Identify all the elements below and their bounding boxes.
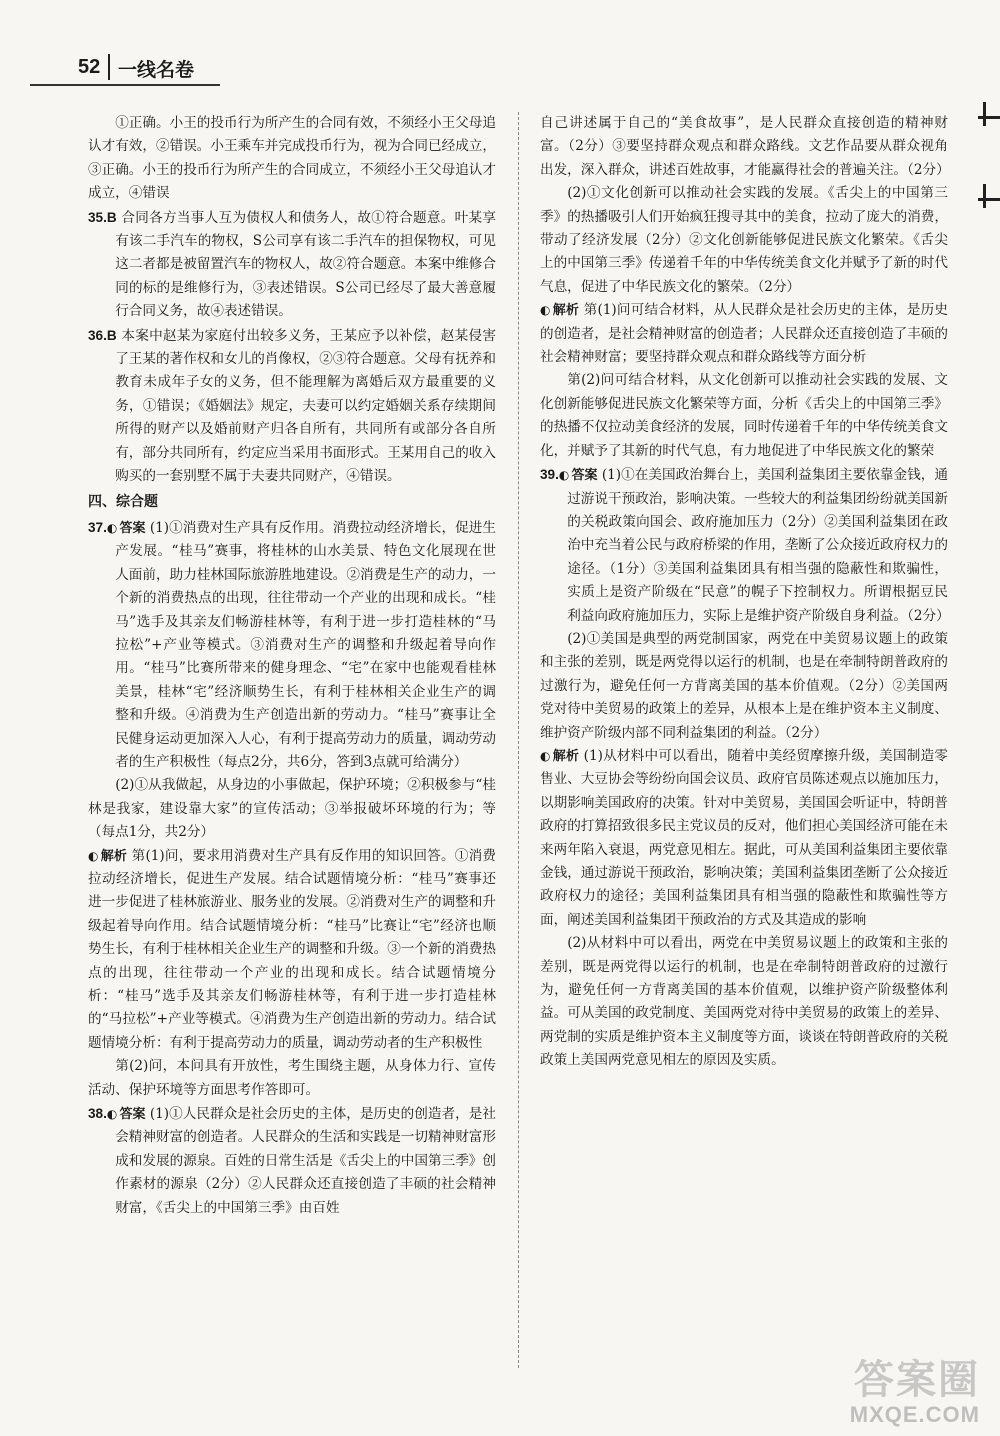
question-37-analysis	[88, 845, 496, 1056]
analysis-text-part2: (2)从材料中可以看出，两党在中美贸易议题上的政策和主张的差别，既是两党得以运行的机制，也是在牵制特朗普政府的过激行为，避免任何一方背离美国的基本价值观，以维护资产阶级整体利益。可从美国的政党制度、美国两党对待中美贸易的政策上的差异、两党制的实质是维护资本主义制度等方面，谈谈在特朗普政府的关税政策上美国两党意见相左的原因及实质。	[540, 935, 948, 1069]
left-column	[88, 112, 496, 1220]
answer-text: (1)①人民群众是社会历史的主体，是历史的创造者，是社会精神财富的创造者。人民群众的生活和实践是一切精神财富形成和发展的源泉。百姓的日常生活是《舌尖上的中国第三季》创作素材的源泉（2分）②人民群众还直接创造了丰硕的社会精神财富，《舌尖上的中国第三季》由百姓	[115, 1106, 496, 1216]
header-separator	[108, 54, 110, 80]
book-title: 一线名卷	[118, 59, 195, 81]
question-36	[88, 324, 496, 489]
question-number: 39.	[540, 467, 559, 483]
question-number: 37.	[88, 519, 107, 535]
analysis-tag: ◐ 解析	[540, 749, 579, 764]
edge-mark-middle	[972, 180, 1000, 220]
page-header	[30, 52, 220, 86]
analysis-text: 第(1)问可结合材料，从人民群众是社会历史的主体，是历史的创造者，是社会精神财富的创造者；人民群众还直接创造了丰硕的社会精神财富；要坚持群众观点和群众路线等方面分析	[540, 302, 948, 366]
edge-mark-top	[972, 98, 1000, 138]
question-number: 38.	[88, 1106, 107, 1122]
question-39-answer	[540, 463, 948, 628]
analysis-text-part2: 第(2)问可结合材料，从文化创新可以推动社会实践的发展、文化创新能够促进民族文化繁荣等方面，分析《舌尖上的中国第三季》的热播不仅拉动美食经济的发展，同时传递着千年的中华传统美食文化，并赋予了其新的时代气息，有力地促进了中华民族文化的繁荣	[540, 372, 948, 459]
question-39-analysis	[540, 745, 948, 932]
question-number: 35.B	[88, 209, 117, 225]
section-heading: 四、综合题	[88, 493, 158, 510]
column-divider	[518, 112, 519, 1368]
analysis-text-part2: 第(2)问，本问具有开放性，考生围绕主题，从身体力行、宣传活动、保护环境等方面思考作答即可。	[88, 1058, 496, 1098]
analysis-text: 第(1)问，要求用消费对生产具有反作用的知识回答。①消费拉动经济增长，促进生产发展。结合试题情境分析：“桂马”赛事还进一步促进了桂林旅游业、服务业的发展。②消费对生产的调整和升级起着导向作用。结合试题情境分析：“桂马”比赛让“宅”经济也顺势生长，有利于桂林相关企业生产的调整和升级。③一个新的消费热点的出现，往往带动一个产业的出现和成长。结合试题情境分析：“桂马”选手及其亲友们畅游桂林等，有利于进一步打造桂林的“马拉松”+产业等模式。④消费为生产创造出新的劳动力。结合试题情境分析：有利于提高劳动力的质量，调动劳动者的生产积极性	[88, 847, 496, 1051]
page-number: 52	[78, 56, 101, 78]
answer-text: (1)①在美国政治舞台上，美国利益集团主要依靠金钱，通过游说干预政治，影响决策。一些较大的利益集团纷纷就美国新的关税政策向国会、政府施加压力（2分）②美国利益集团在政治中充当着公民与政府桥梁的作用，垄断了公众接近政府权力的途径。（1分）③美国利益集团具有相当强的隐蔽性和欺骗性，实质上是资产阶级在“民意”的幌子下控制权力。所谓根据豆民利益向政府施加压力，实际上是维护资产阶级自身利益。（2分）	[567, 467, 950, 624]
answer-tag: ◐ 答案	[107, 1107, 146, 1122]
answer-text-part2: (2)①从我做起，从身边的小事做起，保护环境；②积极参与“桂林是我家，建设靠大家”的宣传活动；③举报破坏环境的行为；等（每点1分，共2分）	[88, 777, 496, 841]
header-rule	[30, 84, 220, 86]
analysis-tag: ◐ 解析	[540, 303, 579, 318]
intro-paragraph: ①正确。小王的投币行为所产生的合同有效，不须经小王父母追认才有效，②错误。小王乘车并完成投币行为，视为合同已经成立，③正确。小王的投币行为所产生的合同成立，不须经小王父母追认才成立，④错误	[88, 115, 496, 202]
watermark-logo	[790, 1348, 980, 1428]
answer-tag: ◐ 答案	[559, 468, 598, 483]
question-37-answer	[88, 516, 496, 774]
analysis-text: (1)从材料中可以看出，随着中美经贸摩擦升级，美国制造零售业、大豆协会等纷纷向国会议员、政府官员陈述观点以施加压力，以期影响美国政府的决策。针对中美贸易，美国国会听证中，特朗普政府的打算招致很多民主党议员的反对，他们担心美国经济可能在未来两年陷入衰退，两党意见相左。据此，可从美国利益集团主要依靠金钱，通过游说干预政治，影响决策；美国利益集团垄断了公众接近政府权力的途径；美国利益集团具有相当强的隐蔽性和欺骗性等方面，阐述美国利益集团干预政治的方式及其造成的影响	[540, 747, 948, 928]
question-text: 本案中赵某为家庭付出较多义务，王某应予以补偿，赵某侵害了王某的著作权和女儿的肖像权，②③符合题意。父母有抚养和教育未成年子女的义务，但不能理解为离婚后双方最重要的义务，①错误；《婚姻法》规定，夫妻可以约定婚姻关系存续期间所得的财产以及婚前财产归各自所有，共同所有或部分各自所有，部分共同所有，约定应当采用书面形式。王某用自己的收入购买的一套别墅不属于夫妻共同财产，④错误。	[115, 327, 497, 485]
question-38-answer-continued: 自己讲述属于自己的“美食故事”，是人民群众直接创造的精神财富。（2分）③要坚持群众观点和群众路线。文艺作品要从群众视角出发，深入群众，讲述百姓故事，才能赢得社会的普遍关注。（2分）	[540, 115, 950, 178]
question-35	[88, 206, 496, 324]
question-text: 合同各方当事人互为债权人和债务人，故①符合题意。叶某享有该二手汽车的物权，S公司享有该二手汽车的担保物权，可见这二者都是被留置汽车的物权人，故②符合题意。本案中维修合同的标的是维修行为，③表述错误。S公司已经尽了最大善意履行合同义务，故④表述错误。	[115, 209, 497, 320]
answer-text-part2: (2)①美国是典型的两党制国家，两党在中美贸易议题上的政策和主张的差别，既是两党得以运行的机制，也是在牵制特朗普政府的过激行为，避免任何一方背离美国的基本价值观。（2分）②美国两党对待中美贸易的政策上的差异，从根本上是在维护资本主义制度、维护资产阶级内部不同利益集团的利益。（2分）	[540, 630, 948, 741]
watermark-url: MXQE.COM	[849, 1402, 980, 1427]
watermark-text: 答案圈	[854, 1357, 980, 1403]
question-number: 36.B	[88, 327, 117, 343]
analysis-tag: ◐ 解析	[88, 849, 127, 864]
question-38-answer-part2: (2)①文化创新可以推动社会实践的发展。《舌尖上的中国第三季》的热播吸引人们开始疯狂搜寻其中的美食，拉动了庞大的消费，带动了经济发展（2分）②文化创新能够促进民族文化繁荣。《舌尖上的中国第三季》传递着千年的中华传统美食文化并赋予了新的时代气息，促进了中华民族文化的繁荣。（2分）	[540, 185, 948, 295]
answer-tag: ◐ 答案	[107, 521, 146, 536]
right-column	[540, 112, 948, 1073]
question-38-answer	[88, 1102, 496, 1220]
question-38-analysis	[540, 299, 948, 369]
answer-text: (1)①消费对生产具有反作用。消费拉动经济增长，促进生产发展。“桂马”赛事，将桂林的山水美景、特色文化展现在世人面前，助力桂林国际旅游胜地建设。②消费是生产的动力，一个新的消费热点的出现，往往带动一个产业的出现和成长。“桂马”选手及其亲友们畅游桂林等，有利于进一步打造桂林的“马拉松”+产业等模式。③消费对生产的调整和升级起着导向作用。“桂马”比赛所带来的健身理念、“宅”在家中也能观看桂林美景，桂林“宅”经济顺势生长，有利于桂林相关企业生产的调整和升级。④消费为生产创造出新的劳动力。“桂马”赛事让全民健身运动更加深入人心，有利于提高劳动力的质量，调动劳动者的生产积极性（每点2分，共6分，答到3点就可给满分）	[115, 519, 496, 770]
